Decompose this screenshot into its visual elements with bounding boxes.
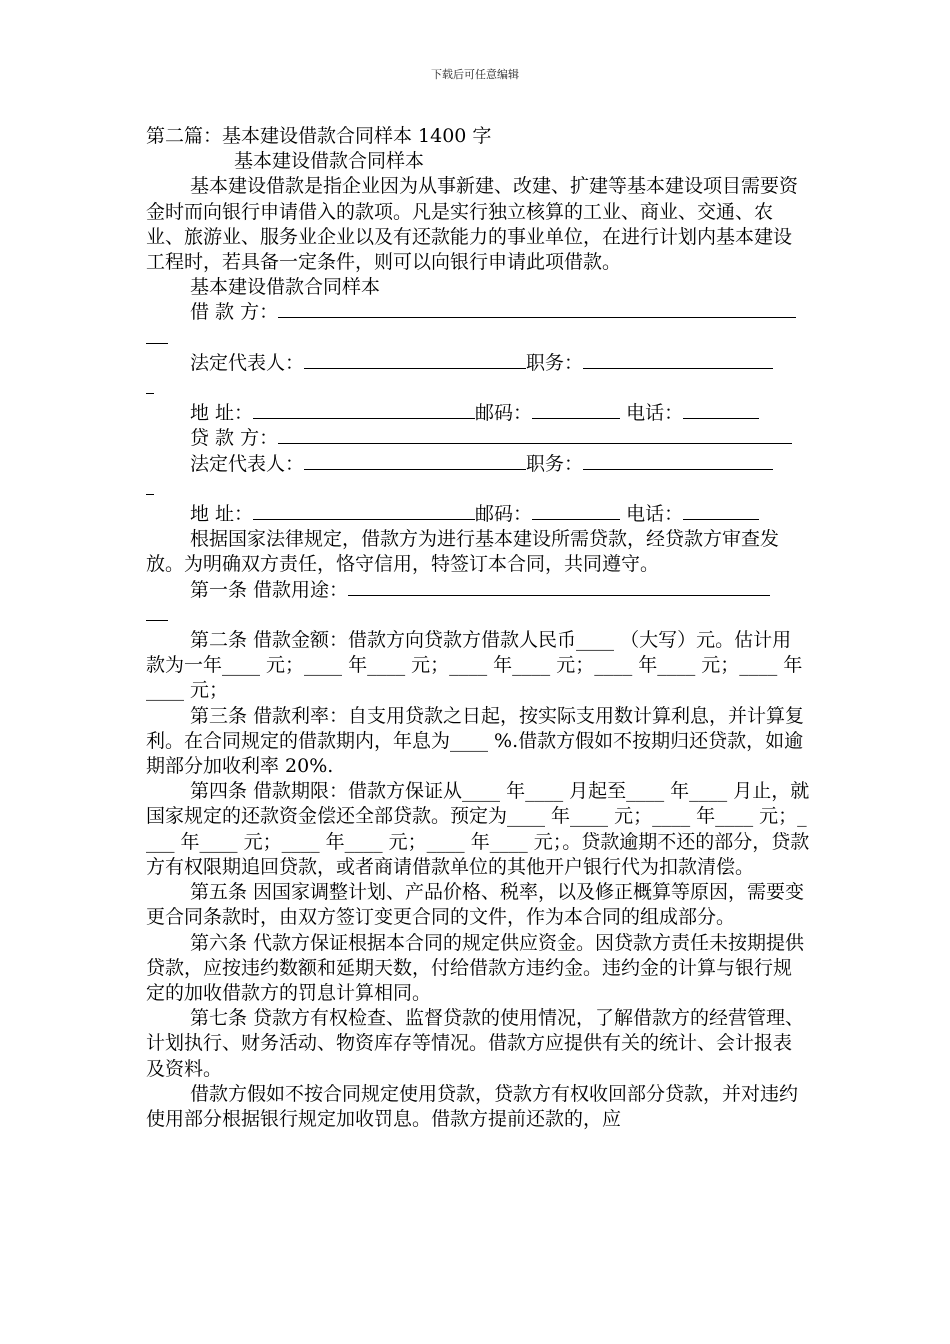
- postcode-blank: [532, 502, 620, 520]
- article-7: 第七条 贷款方有权检查、监督贷款的使用情况，了解借款方的经营管理、计划执行、财务活动、物资库存等情况。借款方应提供有关的统计、会计报表及资料。: [146, 1007, 805, 1080]
- borrower-line: [146, 300, 810, 325]
- position-label: 职务：: [526, 351, 584, 374]
- article-1-line: [146, 578, 810, 603]
- position-blank: [583, 351, 773, 369]
- phone-label: 电话：: [626, 503, 684, 526]
- page-header: 下载后可任意编辑: [431, 68, 519, 81]
- document-heading: 第二篇：基本建设借款合同样本 1400 字: [146, 125, 492, 147]
- borrower-label: 借 款 方：: [190, 301, 279, 324]
- article-4: 第四条 借款期限：借款方保证从____ 年____ 月起至____ 年____ 月止，就国家规定的还款资金偿还全部贷款。预定为____ 年____ 元；____ 年____ 元；____ 年____ 元；____ 年____ 元；____ 年____ 元；。贷款逾期不还的部分，贷款方有权限期追回贷款，或者商请借款单位的其他开户银行代为扣款清偿。: [146, 780, 810, 878]
- article-6: 第六条 代款方保证根据本合同的规定供应资金。因贷款方责任未按期提供贷款，应按违约数额和延期天数，付给借款方违约金。违约金的计算与银行规定的加收借款方的罚息计算相同。: [146, 931, 805, 1004]
- position-blank: [583, 452, 773, 470]
- address-blank: [253, 502, 475, 520]
- lender-address-line: [146, 502, 810, 527]
- sample-title: 基本建设借款合同样本: [190, 276, 381, 299]
- article-3: 第三条 借款利率：自支用贷款之日起，按实际支用数计算利息，并计算复利。在合同规定的借款期内，年息为____ %.借款方假如不按期归还贷款，如逾期部分加收利率 20%.: [146, 704, 805, 778]
- legal-rep-blank: [304, 351, 526, 369]
- borrower-blank: [278, 300, 796, 318]
- intro-paragraph: 基本建设借款是指企业因为从事新建、改建、扩建等基本建设项目需要资金时而向银行申请借入的款项。凡是实行独立核算的工业、商业、交通、农业、旅游业、服务业企业以及有还款能力的事业单位，在进行计划内基本建设工程时，若具备一定条件，则可以向银行申请此项借款。: [146, 175, 799, 274]
- document-body: [146, 124, 810, 1132]
- postcode-label: 邮码：: [475, 402, 533, 425]
- lender-line: [146, 426, 810, 451]
- lender-rep-overflow: [146, 477, 810, 502]
- borrower-rep-line: [146, 351, 810, 376]
- borrower-address-line: [146, 401, 810, 426]
- article-1-overflow: [146, 603, 810, 628]
- borrower-line-overflow: [146, 326, 810, 351]
- position-blank-tail: [146, 376, 154, 394]
- article-2: 第二条 借款金额：借款方向贷款方借款人民币____ （大写）元。估计用款为一年____ 元；____ 年____ 元；____ 年____ 元；____ 年____ 元；____ 年____ 元；: [146, 629, 803, 702]
- article-1-blank: [348, 578, 770, 596]
- address-blank: [253, 401, 475, 419]
- position-blank-tail: [146, 477, 154, 495]
- position-label: 职务：: [526, 452, 584, 475]
- address-label: 地 址：: [190, 402, 254, 425]
- article-5: 第五条 因国家调整计划、产品价格、税率，以及修正概算等原因，需要变更合同条款时，由双方签订变更合同的文件，作为本合同的组成部分。: [146, 881, 805, 929]
- preamble-paragraph: 根据国家法律规定，借款方为进行基本建设所需贷款，经贷款方审查发放。为明确双方责任，恪守信用，特签订本合同，共同遵守。: [146, 528, 780, 576]
- phone-label: 电话：: [626, 402, 684, 425]
- borrower-rep-overflow: [146, 376, 810, 401]
- postcode-blank: [532, 401, 620, 419]
- phone-blank: [683, 401, 759, 419]
- article-7-continued: 借款方假如不按合同规定使用贷款，贷款方有权收回部分贷款，并对违约使用部分根据银行规定加收罚息。借款方提前还款的，应: [146, 1082, 799, 1130]
- lender-blank: [278, 426, 792, 444]
- legal-rep-label: 法定代表人：: [190, 452, 305, 475]
- lender-label: 贷 款 方：: [190, 427, 279, 450]
- document-subheading: 基本建设借款合同样本: [234, 150, 425, 173]
- phone-blank: [683, 502, 759, 520]
- legal-rep-label: 法定代表人：: [190, 351, 305, 374]
- article-1-blank-tail: [146, 603, 168, 621]
- borrower-blank-tail: [146, 326, 168, 344]
- lender-rep-line: [146, 452, 810, 477]
- address-label: 地 址：: [190, 503, 254, 526]
- legal-rep-blank: [304, 452, 526, 470]
- article-1-label: 第一条 借款用途：: [190, 578, 349, 601]
- postcode-label: 邮码：: [475, 503, 533, 526]
